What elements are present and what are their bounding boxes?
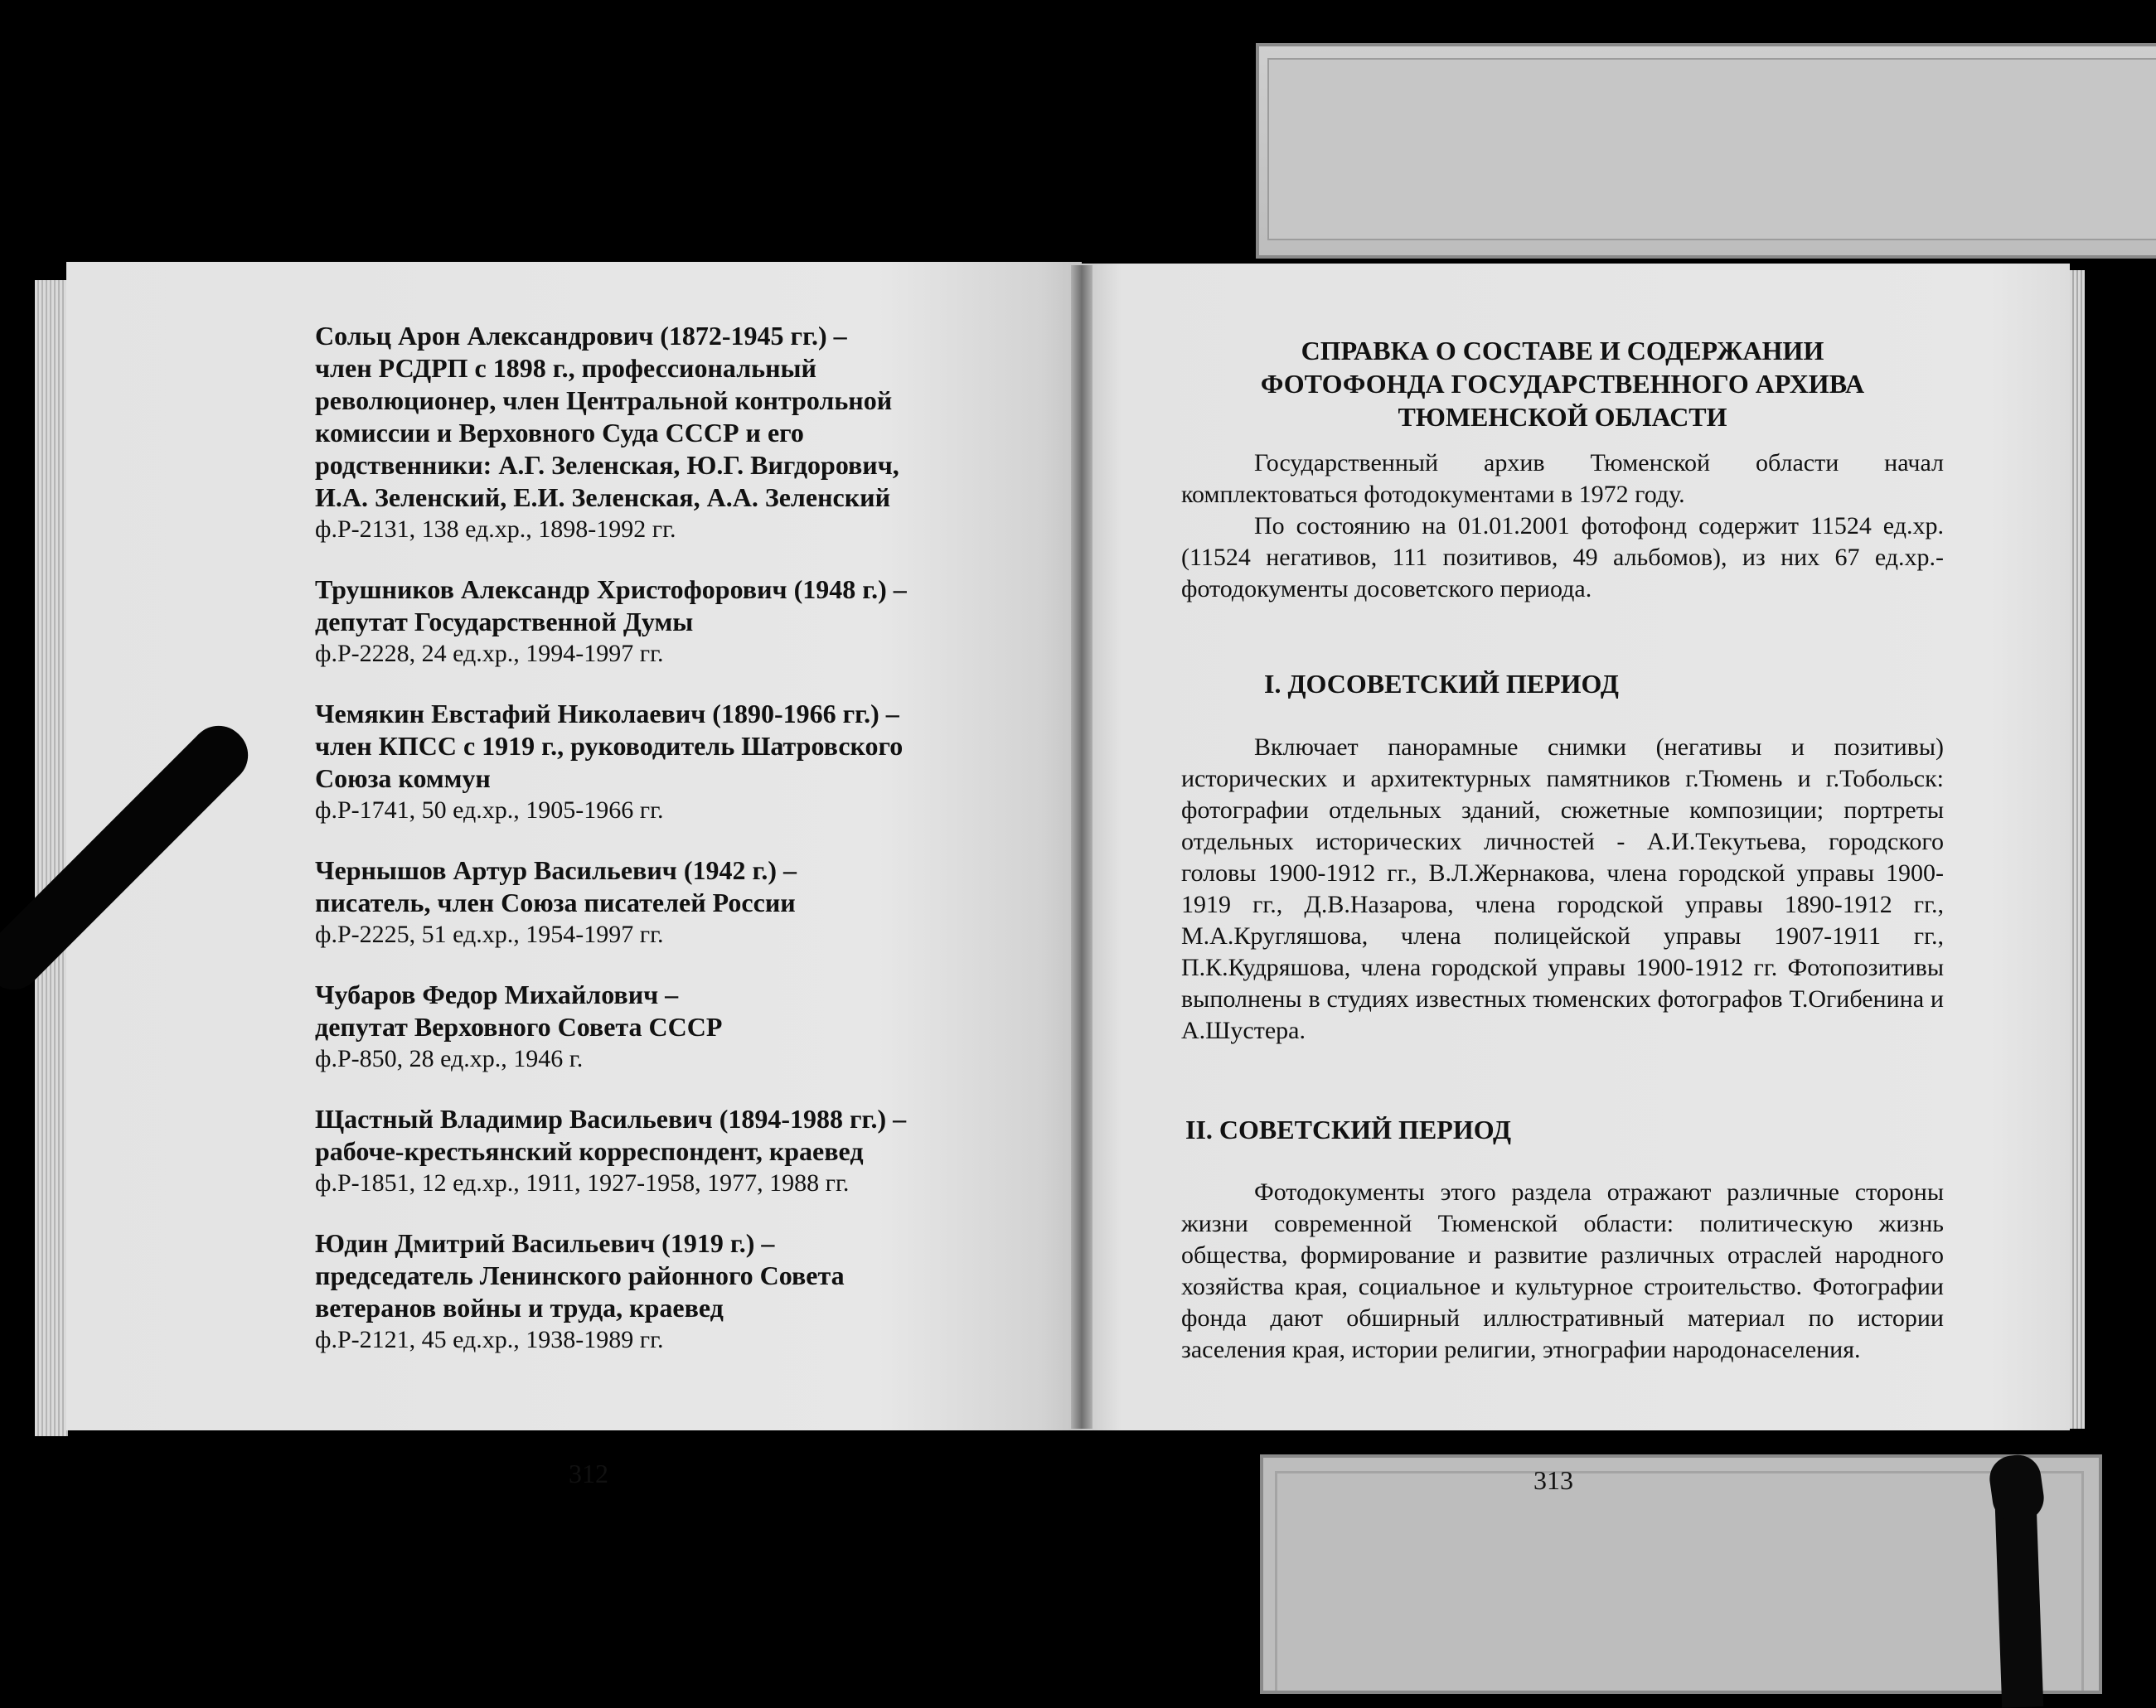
- entry-heading: Чубаров Федор Михайлович – депутат Верховного Совета СССР: [315, 980, 723, 1042]
- entry-fond-info: ф.Р-1851, 12 ед.хр., 1911, 1927-1958, 1977, 1988 гг.: [315, 1169, 850, 1197]
- section-heading-soviet: II. СОВЕТСКИЙ ПЕРИОД: [1185, 1115, 1512, 1144]
- intro-text: [1181, 448, 1944, 605]
- book-spine: [1071, 265, 1093, 1429]
- entry-fond-info: ф.Р-2121, 45 ед.хр., 1938-1989 гг.: [315, 1326, 664, 1353]
- paragraph: Включает панорамные снимки (негативы и позитивы) исторических и архитектурных памятников г.Тюмень и г.Тобольск: фотографии отдельных зданий, сюжетные композиции; портреты отдельных исторических личностей - А.И.Текутьева, городского головы 1900-1912 гг., В.Л.Жернакова, члена городской управы 1900-1919 гг., Д.В.Назарова, члена городской управы 1890-1912 гг., М.А.Кругляшова, члена полицейской управы 1907-1911 гг., П.К.Кудряшова, члена городской управы 1900-1912 гг. Фотопозитивы выполнены в студиях известных тюменских фотографов Т.Огибенина и А.Шустера.: [1181, 733, 1944, 1044]
- paragraph: По состоянию на 01.01.2001 фотофонд содержит 11524 ед.хр. (11524 негативов, 111 позитивов, 49 альбомов), из них 67 ед.хр.- фотодокументы досоветского периода.: [1181, 512, 1944, 602]
- entry-heading: Чемякин Евстафий Николаевич (1890-1966 гг.) – член КПСС с 1919 г., руководитель Шатровского Союза коммун: [315, 699, 904, 793]
- entry-fond-info: ф.Р-2228, 24 ед.хр., 1994-1997 гг.: [315, 640, 664, 667]
- fond-entry: [315, 698, 1061, 826]
- fond-entry: [315, 1103, 1061, 1199]
- fond-entries-list: [315, 320, 1061, 1384]
- book-page-edge-right: [2070, 270, 2085, 1429]
- fond-entry: [315, 854, 1061, 951]
- page-title: СПРАВКА О СОСТАВЕ И СОДЕРЖАНИИ ФОТОФОНДА ГОСУДАРСТВЕННОГО АРХИВА ТЮМЕНСКОЙ ОБЛАСТИ: [1260, 336, 1865, 432]
- entry-fond-info: ф.Р-1741, 50 ед.хр., 1905-1966 гг.: [315, 796, 664, 824]
- background-box-top: [1256, 43, 2156, 259]
- entry-fond-info: ф.Р-2225, 51 ед.хр., 1954-1997 гг.: [315, 921, 664, 948]
- entry-heading: Щастный Владимир Васильевич (1894-1988 гг.) – рабоче-крестьянский корреспондент, краевед: [315, 1104, 907, 1166]
- fond-entry: [315, 573, 1061, 670]
- entry-heading: Чернышов Артур Васильевич (1942 г.) – писатель, член Союза писателей России: [315, 855, 797, 917]
- paragraph: Государственный архив Тюменской области начал комплектоваться фотодокументами в 1972 году.: [1181, 449, 1944, 508]
- fond-entry: [315, 1227, 1061, 1356]
- entry-fond-info: ф.Р-850, 28 ед.хр., 1946 г.: [315, 1045, 584, 1072]
- section-heading-pre-soviet: I. ДОСОВЕТСКИЙ ПЕРИОД: [1264, 669, 1619, 699]
- entry-fond-info: ф.Р-2131, 138 ед.хр., 1898-1992 гг.: [315, 515, 676, 543]
- paragraph: Фотодокументы этого раздела отражают различные стороны жизни современной Тюменской области: политическую жизнь общества, формирование и развитие различных отраслей народного хозяйства края, социальное и культурное строительство. Фотографии фонда дают обширный иллюстративный материал по истории заселения края, истории религии, этнографии народонаселения.: [1181, 1178, 1944, 1363]
- entry-heading: Юдин Дмитрий Васильевич (1919 г.) – председатель Ленинского районного Совета ветеранов войны и труда, краевед: [315, 1228, 845, 1323]
- page-number-left: 312: [569, 1459, 608, 1488]
- entry-heading: Сольц Арон Александрович (1872-1945 гг.) – член РСДРП с 1898 г., профессиональный революционер, член Центральной контрольной комиссии и Верховного Суда СССР и его родственники: А.Г. Зеленская, Ю.Г. Вигдорович, И.А. Зеленский, Е.И. Зеленская, А.А. Зеленский: [315, 321, 899, 512]
- background-box-bottom: [1260, 1454, 2102, 1694]
- entry-heading: Трушников Александр Христофорович (1948 г.) – депутат Государственной Думы: [315, 574, 907, 636]
- fond-entry: [315, 979, 1061, 1075]
- page-number-right: 313: [1533, 1465, 1573, 1495]
- book-page-edge-left: [35, 280, 68, 1436]
- section-text-pre-soviet: [1181, 732, 1944, 1047]
- section-text-soviet: [1181, 1177, 1944, 1366]
- fond-entry: [315, 320, 1061, 545]
